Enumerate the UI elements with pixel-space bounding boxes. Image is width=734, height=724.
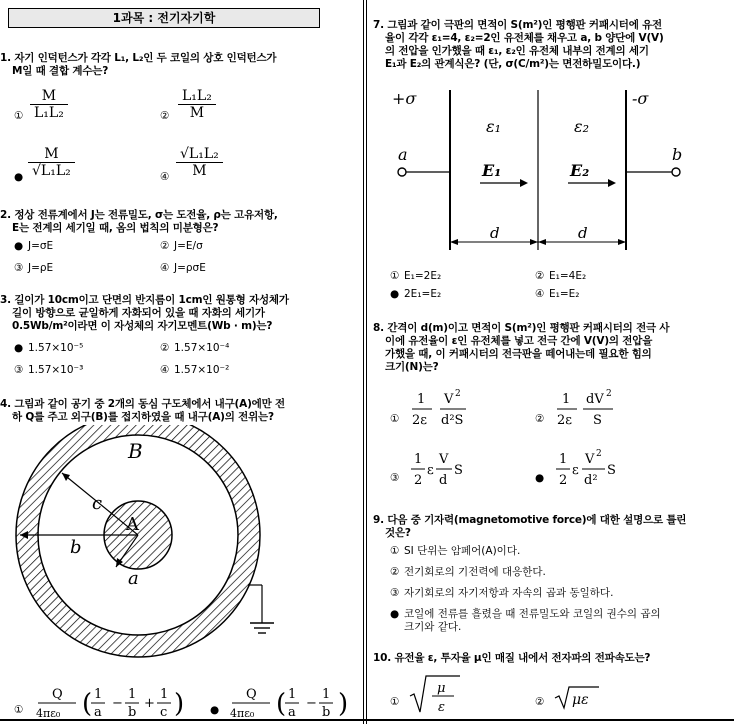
q8-opt4-mark: ● xyxy=(535,472,545,484)
q8-opt2-mark: ② xyxy=(535,413,545,425)
svg-text:1: 1 xyxy=(160,687,169,702)
svg-text:1: 1 xyxy=(128,687,137,702)
svg-text:d²S: d²S xyxy=(441,413,464,428)
q1-opt1-num: M xyxy=(41,88,57,104)
svg-text:V: V xyxy=(439,452,449,467)
q2-opt2: ② J=E/σ xyxy=(160,240,203,252)
svg-text:1: 1 xyxy=(559,452,568,467)
svg-text:Q: Q xyxy=(246,687,257,702)
fig4-label-b: b xyxy=(70,537,82,558)
q3-opt4: ④ 1.57×10⁻² xyxy=(160,364,230,376)
q4-opt1-formula xyxy=(32,682,222,720)
fig7-label-plus-sigma: +σ xyxy=(392,89,417,108)
q7-text-line3: 의 전압을 인가했을 때 ε₁, ε₂인 유전체 내부의 전계의 세기 xyxy=(385,45,649,57)
svg-text:S: S xyxy=(454,463,463,478)
q7-opt1: ① E₁=2E₂ xyxy=(390,270,442,282)
concentric-spheres-figure xyxy=(0,425,300,675)
q8-text-line4: 크기(N)는? xyxy=(385,361,439,373)
q1-text-line1: 1. 자기 인덕턴스가 각각 L₁, L₂인 두 코일의 상호 인덕턴스가 xyxy=(0,52,277,64)
svg-text:2ε: 2ε xyxy=(412,413,428,428)
q7-opt2: ② E₁=4E₂ xyxy=(535,270,587,282)
parallel-plate-figure xyxy=(370,80,710,270)
q8-text-line1: 8. 간격이 d(m)이고 면적이 S(m²)인 평행판 커패시터의 전극 사 xyxy=(373,322,670,334)
svg-text:μ: μ xyxy=(437,681,446,696)
q8-opt3-mark: ③ xyxy=(390,472,400,484)
svg-text:b: b xyxy=(128,705,137,720)
svg-text:1: 1 xyxy=(417,392,426,407)
q8-opt1-mark: ① xyxy=(390,413,400,425)
q1-opt1-fraction xyxy=(30,88,68,121)
q3-text-line3: 0.5Wb/m²이라면 이 자성체의 자기모멘트(Wb · m)는? xyxy=(12,320,273,332)
svg-text:2: 2 xyxy=(606,389,612,399)
svg-text:με: με xyxy=(572,692,589,708)
svg-text:1: 1 xyxy=(94,687,103,702)
fig4-label-a: a xyxy=(128,568,139,589)
q8-opt3-formula xyxy=(408,446,498,490)
svg-text:S: S xyxy=(607,463,616,478)
svg-text:1: 1 xyxy=(414,452,423,467)
q9-text-line2: 것은? xyxy=(385,527,411,539)
svg-text:V: V xyxy=(444,392,454,407)
svg-text:2: 2 xyxy=(414,473,423,488)
svg-text:Q: Q xyxy=(52,687,63,702)
q8-opt4-formula xyxy=(553,446,643,490)
q1-opt4-fraction xyxy=(176,146,223,179)
svg-text:a: a xyxy=(94,705,102,720)
fig4-label-b-upper: B xyxy=(128,439,143,463)
q1-opt2-num: L₁L₂ xyxy=(182,88,212,104)
q8-text-line3: 가했을 때, 이 커패시터의 전극판을 떼어내는데 필요한 힘의 xyxy=(385,348,652,360)
q1-opt4-num: √L₁L₂ xyxy=(180,146,219,162)
fig4-label-c: c xyxy=(92,493,103,514)
svg-text:2: 2 xyxy=(455,389,461,399)
q7-opt4: ④ E₁=E₂ xyxy=(535,288,580,300)
svg-text:2ε: 2ε xyxy=(557,413,573,428)
q10-text: 10. 유전율 ε, 투자율 μ인 매질 내에서 전자파의 전파속도는? xyxy=(373,652,651,664)
fig7-label-E1: E₁ xyxy=(482,161,502,180)
fig7-label-a: a xyxy=(398,145,408,164)
q3-text-line2: 길이 방향으로 균일하게 자화되어 있을 때 자화의 세기가 xyxy=(12,307,265,319)
q7-text-line4: E₁과 E₂의 관계식은? (단, σ(C/m²)는 면전하밀도이다.) xyxy=(385,58,641,70)
svg-text:): ) xyxy=(338,689,349,719)
fig7-label-eps2: ε₂ xyxy=(574,117,589,136)
fig7-label-d2: d xyxy=(578,224,588,242)
q8-opt2-formula xyxy=(553,386,643,430)
q4-opt2-formula xyxy=(226,682,360,720)
q9-opt4: ● 코일에 전류를 흘렸을 때 전류밀도와 코일의 권수의 곱의 xyxy=(390,608,661,620)
svg-text:S: S xyxy=(593,413,602,428)
svg-text:ε: ε xyxy=(438,700,445,715)
q1-opt3-num: M xyxy=(44,146,59,162)
fig7-label-eps1: ε₁ xyxy=(486,117,501,136)
q2-opt3: ③ J=ρE xyxy=(14,262,54,274)
q3-opt1: ● 1.57×10⁻⁵ xyxy=(14,342,84,354)
subject-title: 1과목 : 전기자기학 xyxy=(8,8,320,28)
q3-text-line1: 3. 길이가 10cm이고 단면의 반지름이 1cm인 원통형 자성체가 xyxy=(0,294,289,306)
svg-text:d: d xyxy=(439,473,448,488)
q1-opt1-den: L₁L₂ xyxy=(30,104,68,121)
q1-opt2-mark: ② xyxy=(160,110,170,122)
svg-text:1: 1 xyxy=(562,392,571,407)
q9-opt1: ① SI 단위는 암페어(A)이다. xyxy=(390,545,521,557)
q7-text-line1: 7. 그림과 같이 극판의 면적이 S(m²)인 평행판 커패시터에 유전 xyxy=(373,19,662,31)
svg-text:(: ( xyxy=(82,689,93,719)
q1-opt4-den: M xyxy=(176,162,223,179)
svg-text:+: + xyxy=(144,696,155,711)
q7-opt3: ● 2E₁=E₂ xyxy=(390,288,442,300)
svg-text:ε: ε xyxy=(572,463,579,478)
q8-text-line2: 이에 유전율이 ε인 유전체를 넣고 전극 간에 V(V)의 전압을 xyxy=(385,335,653,347)
q10-opt2-mark: ② xyxy=(535,696,545,708)
svg-text:d²: d² xyxy=(584,473,598,488)
q9-text-line1: 9. 다음 중 기자력(magnetomotive force)에 대한 설명으로 틀린 xyxy=(373,514,687,526)
svg-text:dV: dV xyxy=(586,392,604,407)
q3-opt2: ② 1.57×10⁻⁴ xyxy=(160,342,230,354)
q1-opt3-fraction xyxy=(28,146,75,179)
fig4-label-a-upper: A xyxy=(126,514,139,535)
q7-text-line2: 율이 각각 ε₁=4, ε₂=2인 유전체를 채우고 a, b 양단에 V(V) xyxy=(385,32,664,44)
svg-text:c: c xyxy=(160,705,168,720)
svg-text:(: ( xyxy=(276,689,287,719)
q1-opt3-mark: ● xyxy=(14,171,24,183)
q10-opt1-mark: ① xyxy=(390,696,400,708)
svg-text:2: 2 xyxy=(559,473,568,488)
q1-opt4-mark: ④ xyxy=(160,171,170,183)
q1-text-line2: M일 때 결합 계수는? xyxy=(12,65,109,77)
q1-opt3-den: √L₁L₂ xyxy=(28,162,75,179)
q4-text-line2: 하 Q를 주고 외구(B)를 접지하였을 때 내구(A)의 전위는? xyxy=(12,411,274,423)
q8-opt1-formula xyxy=(408,386,498,430)
q9-opt3: ③ 자기회로의 자기저항과 자속의 곱과 동일하다. xyxy=(390,587,614,599)
fig7-label-b: b xyxy=(672,145,683,164)
svg-text:V: V xyxy=(585,452,595,467)
q9-opt4-line2: 크기와 같다. xyxy=(404,621,462,633)
svg-text:4πε₀: 4πε₀ xyxy=(230,707,255,720)
q10-opt1-formula xyxy=(408,672,468,718)
fig7-label-E2: E₂ xyxy=(570,161,590,180)
svg-text:1: 1 xyxy=(288,687,297,702)
q2-text-line2: E는 전계의 세기일 때, 옴의 법칙의 미분형은? xyxy=(12,222,219,234)
svg-text:−: − xyxy=(306,696,317,711)
svg-text:a: a xyxy=(288,705,296,720)
q2-opt4: ④ J=ρσE xyxy=(160,262,206,274)
q1-opt2-den: M xyxy=(178,104,216,121)
column-divider-inner xyxy=(366,0,367,724)
svg-text:): ) xyxy=(174,689,185,719)
q4-opt2-mark: ● xyxy=(210,704,220,716)
svg-text:2: 2 xyxy=(596,449,602,459)
svg-text:1: 1 xyxy=(322,687,331,702)
q9-opt2: ② 전기회로의 기전력에 대응한다. xyxy=(390,566,546,578)
q1-opt2-fraction xyxy=(178,88,216,121)
q2-opt1: ● J=σE xyxy=(14,240,54,252)
q2-text-line1: 2. 정상 전류계에서 J는 전류밀도, σ는 도전율, ρ는 고유저항, xyxy=(0,209,278,221)
column-divider xyxy=(363,0,364,724)
q10-opt2-formula xyxy=(553,684,613,712)
q3-opt3: ③ 1.57×10⁻³ xyxy=(14,364,84,376)
fig7-label-d1: d xyxy=(490,224,500,242)
svg-text:4πε₀: 4πε₀ xyxy=(36,707,61,720)
svg-text:ε: ε xyxy=(427,463,434,478)
svg-text:−: − xyxy=(112,696,123,711)
svg-text:b: b xyxy=(322,705,331,720)
q4-opt1-mark: ① xyxy=(14,704,24,716)
fig7-label-minus-sigma: -σ xyxy=(632,89,649,108)
q1-opt1-mark: ① xyxy=(14,110,24,122)
q4-text-line1: 4. 그림과 같이 공기 중 2개의 동심 구도체에서 내구(A)에만 전 xyxy=(0,398,285,410)
